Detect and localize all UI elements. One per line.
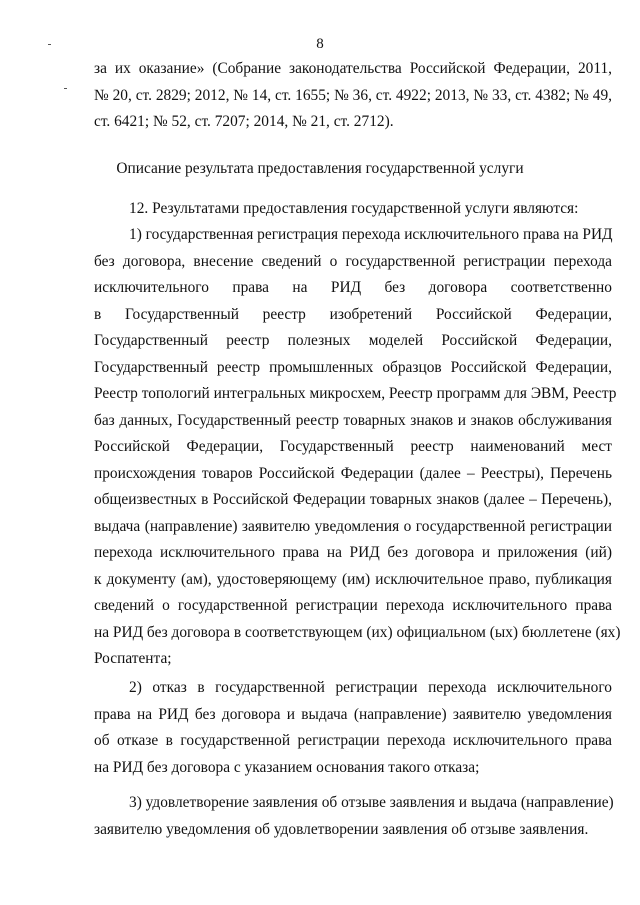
text-line: выдача (направление) заявителю уведомления о государственной регистрации <box>94 517 612 535</box>
text-line: Реестр топологий интегральных микросхем, Реестр программ для ЭВМ, Реестр <box>94 385 617 402</box>
paragraph-12 <box>94 196 612 223</box>
text-line: Государственный реестр полезных моделей Российской Федерации, <box>94 332 612 349</box>
text-line: сведений о государственной регистрации перехода исключительного права <box>94 597 612 614</box>
text-line: без договора, внесение сведений о государственной регистрации перехода <box>94 252 612 270</box>
text-line: перехода исключительного права на РИД без договора и приложения (ий) <box>94 544 612 561</box>
text-line: общеизвестных в Российской Федерации товарных знаков (далее – Перечень), <box>94 491 612 508</box>
text-line: 2) отказ в государственной регистрации перехода исключительного <box>129 679 612 696</box>
text-line: № 20, ст. 2829; 2012, № 14, ст. 1655; № 36, ст. 4922; 2013, № 33, ст. 4382; № 49, <box>94 86 612 104</box>
text-line: права на РИД без договора и выдача (направление) заявителю уведомления <box>94 705 612 723</box>
text-line: на РИД без договора в соответствующем (их) официальном (ых) бюллетене (ях) <box>94 623 621 641</box>
text-line: Российской Федерации, Государственный реестр наименований мест <box>94 438 612 455</box>
text-line: Государственный реестр промышленных образцов Российской Федерации, <box>94 358 612 376</box>
text-line: на РИД без договора с указанием основания такого отказа; <box>94 758 480 776</box>
text-line: происхождения товаров Российской Федерации (далее – Реестры), Перечень <box>94 464 612 482</box>
text-line: об отказе в государственной регистрации перехода исключительного права <box>94 732 612 749</box>
text-line: баз данных, Государственный реестр товарных знаков и знаков обслуживания <box>94 411 612 429</box>
text-line: в Государственный реестр изобретений Российской Федерации, <box>94 305 612 323</box>
text-line: Роспатента; <box>94 650 172 667</box>
intro-paragraph <box>94 56 612 136</box>
text-line: к документу (ам), удостоверяющему (им) исключительное право, публикация <box>94 570 612 588</box>
text-line: 1) государственная регистрация перехода исключительного права на РИД <box>129 226 613 243</box>
result-item-1 <box>94 222 621 673</box>
result-item-2 <box>94 675 612 781</box>
text-line: ст. 6421; № 52, ст. 7207; 2014, № 21, ст. 2712). <box>94 113 394 130</box>
scan-mark <box>64 88 67 89</box>
text-line: 12. Результатами предоставления государственной услуги являются: <box>129 200 579 217</box>
scan-mark <box>48 44 51 45</box>
text-line: заявителю уведомления об удовлетворении заявления об отзыве заявления. <box>94 820 589 838</box>
text-line: за их оказание» (Собрание законодательства Российской Федерации, 2011, <box>94 60 612 77</box>
page-number: 8 <box>316 36 324 52</box>
result-item-3 <box>94 790 612 843</box>
section-heading: Описание результата предоставления государственной услуги <box>116 160 524 177</box>
text-line: исключительного права на РИД без договора соответственно <box>94 279 612 296</box>
text-line: 3) удовлетворение заявления об отзыве заявления и выдача (направление) <box>129 794 614 811</box>
